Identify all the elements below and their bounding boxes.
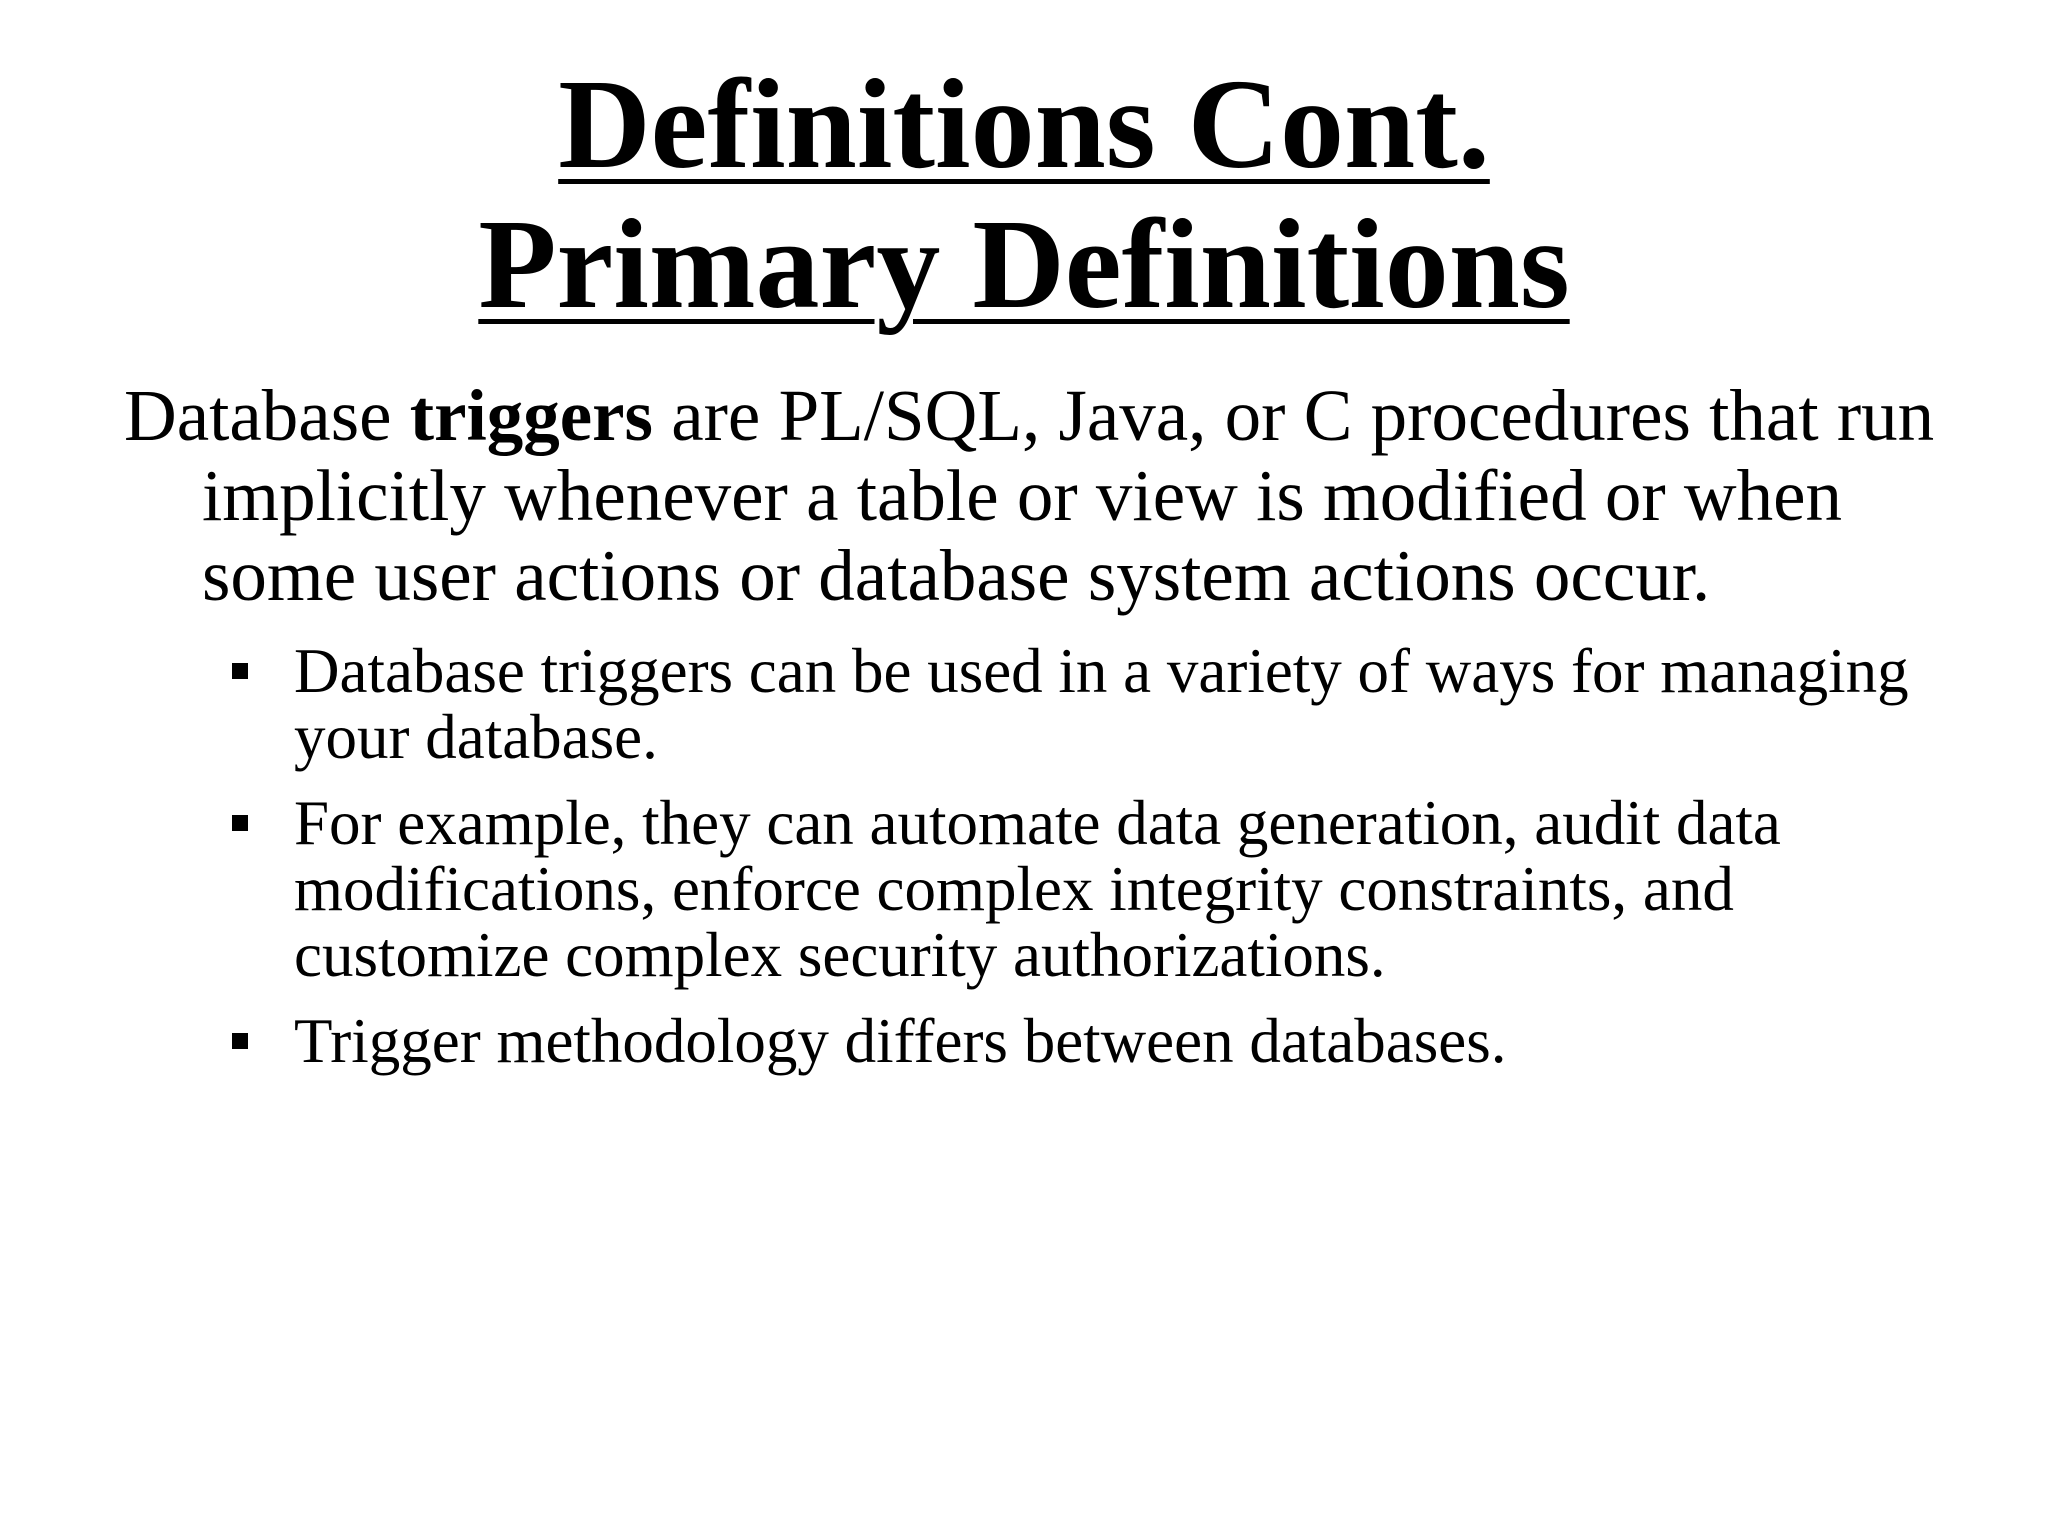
main-text-rest: are PL/SQL, Java, or C procedures that run implicitly whenever a table or view is modified or when some user actions or database system actions occur.	[202, 375, 1935, 616]
slide-body	[124, 376, 1984, 1094]
square-bullet-icon	[232, 1033, 248, 1049]
main-text-start: Database	[124, 375, 410, 456]
square-bullet-icon	[232, 663, 248, 679]
bullet-list	[124, 638, 1984, 1074]
main-paragraph	[124, 376, 1984, 616]
bullet-text: Trigger methodology differs between databases.	[294, 1006, 1507, 1076]
square-bullet-icon	[232, 815, 248, 831]
main-text-bold-term: triggers	[409, 375, 653, 456]
bullet-text: For example, they can automate data generation, audit data modifications, enforce complex integrity constraints, and customize complex security authorizations.	[294, 788, 1781, 990]
bullet-item	[124, 638, 1984, 770]
slide-title	[0, 54, 2048, 334]
title-line-1: Definitions Cont.	[558, 53, 1490, 195]
title-line-2: Primary Definitions	[478, 193, 1570, 335]
bullet-item	[124, 1008, 1984, 1074]
bullet-item	[124, 790, 1984, 988]
bullet-text: Database triggers can be used in a variety of ways for managing your database.	[294, 636, 1909, 772]
